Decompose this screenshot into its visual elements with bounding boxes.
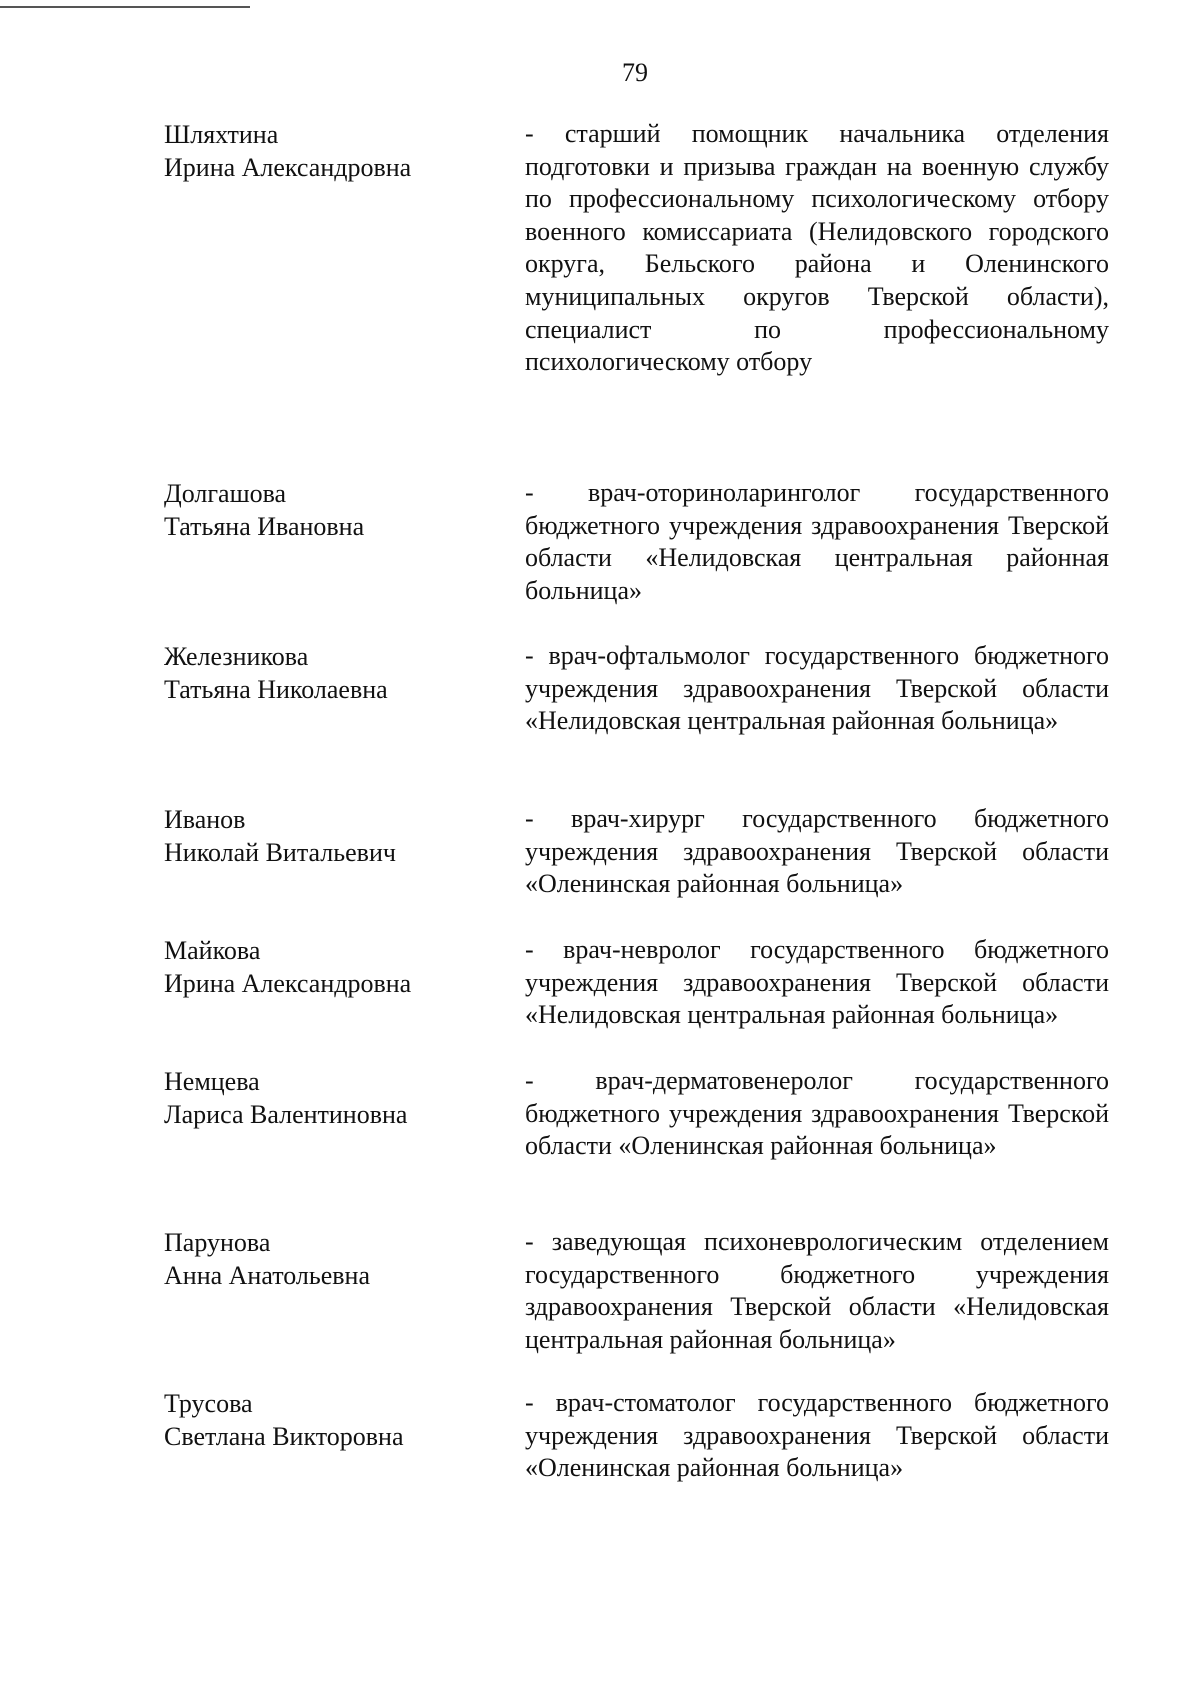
person-given-names: Светлана Викторовна <box>164 1422 404 1451</box>
person-surname: Майкова <box>164 936 261 965</box>
person-surname: Иванов <box>164 805 246 834</box>
person-name <box>164 1065 504 1131</box>
person-position: - старший помощник начальника отделения подготовки и призыва граждан на военную службу по профессиональному психологическому отбору военного комиссариата (Нелидовского городского округа, Бельского района и Оленинского муниципальных округов Тверской области), специалист по профессиональному психологическому отбору <box>525 119 1109 377</box>
person-position: - врач-оториноларинголог государственного бюджетного учреждения здравоохранения Тверской области «Нелидовская центральная районная больница» <box>525 478 1109 605</box>
person-given-names: Татьяна Ивановна <box>164 512 365 541</box>
person-surname: Шляхтина <box>164 120 279 149</box>
person-surname: Долгашова <box>164 479 287 508</box>
person-position: - врач-офтальмолог государственного бюджетного учреждения здравоохранения Тверской области «Нелидовская центральная районная больница» <box>525 641 1109 736</box>
person-name <box>164 934 504 1000</box>
person-given-names: Ирина Александровна <box>164 153 412 182</box>
person-surname: Немцева <box>164 1067 260 1096</box>
page-number: 79 <box>622 58 648 87</box>
person-surname: Железникова <box>164 642 309 671</box>
person-name <box>164 640 504 706</box>
person-position: - врач-дерматовенеролог государственного бюджетного учреждения здравоохранения Тверской области «Оленинская районная больница» <box>525 1066 1109 1161</box>
person-position: - заведующая психоневрологическим отделением государственного бюджетного учреждения здравоохранения Тверской области «Нелидовская центральная районная больница» <box>525 1227 1109 1354</box>
person-position: - врач-невролог государственного бюджетного учреждения здравоохранения Тверской области «Нелидовская центральная районная больница» <box>525 935 1109 1030</box>
person-given-names: Анна Анатольевна <box>164 1261 370 1290</box>
person-name <box>164 803 504 869</box>
person-position: - врач-стоматолог государственного бюджетного учреждения здравоохранения Тверской области «Оленинская районная больница» <box>525 1388 1109 1483</box>
person-given-names: Татьяна Николаевна <box>164 675 388 704</box>
person-given-names: Николай Витальевич <box>164 838 396 867</box>
person-surname: Трусова <box>164 1389 253 1418</box>
person-name <box>164 477 504 543</box>
scan-border-line <box>0 6 250 8</box>
person-surname: Парунова <box>164 1228 271 1257</box>
person-name <box>164 118 504 184</box>
person-name <box>164 1387 504 1453</box>
person-given-names: Лариса Валентиновна <box>164 1100 408 1129</box>
person-name <box>164 1226 504 1292</box>
person-given-names: Ирина Александровна <box>164 969 412 998</box>
person-position: - врач-хирург государственного бюджетного учреждения здравоохранения Тверской области «Оленинская районная больница» <box>525 804 1109 899</box>
